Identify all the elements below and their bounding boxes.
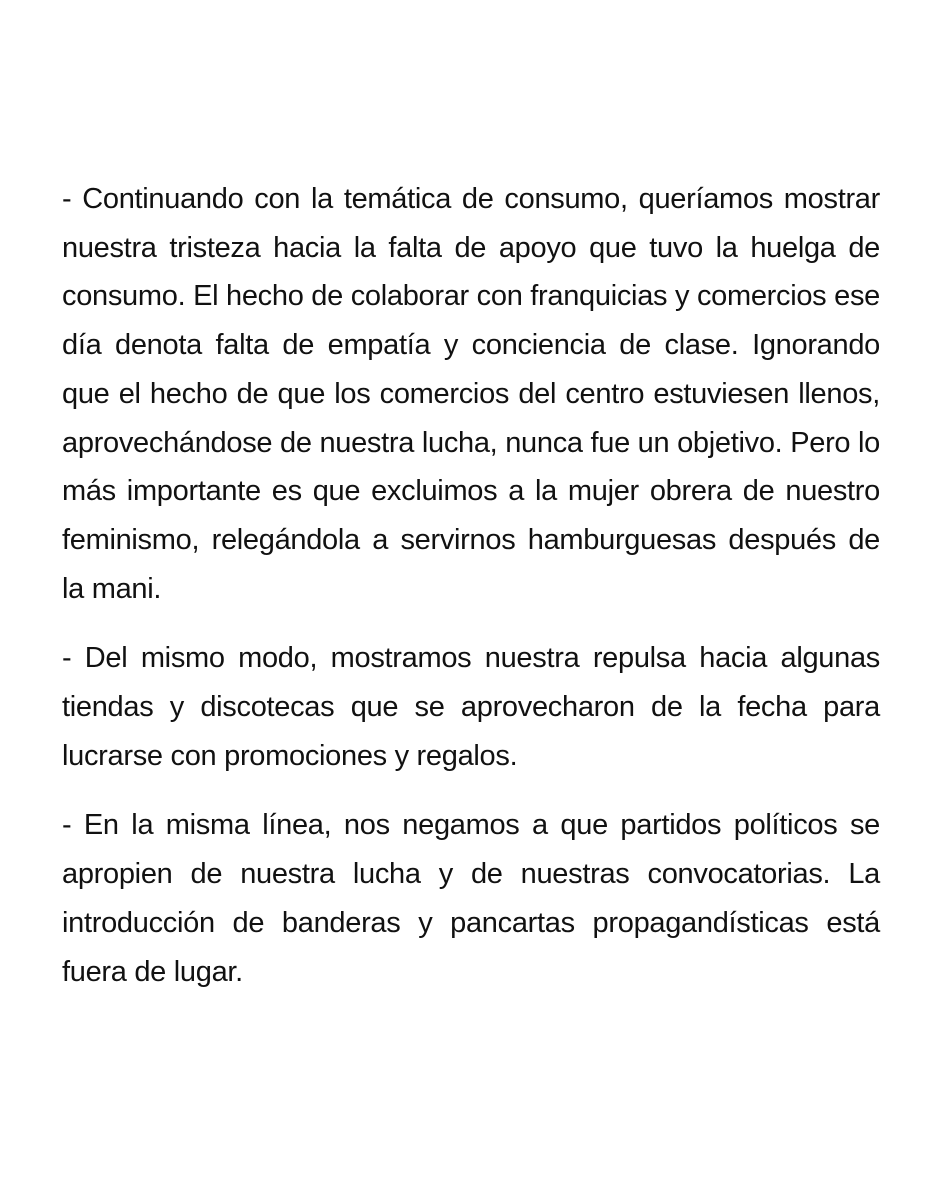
paragraph-tiendas: - Del mismo modo, mostramos nuestra repulsa hacia algunas tiendas y discotecas que se aprovecharon de la fecha para lucrarse con promociones y regalos. — [62, 642, 880, 772]
paragraph-consumo: - Continuando con la temática de consumo, queríamos mostrar nuestra tristeza hacia la falta de apoyo que tuvo la huelga de consumo. El hecho de colaborar con franquicias y comercios ese día denota falta de empatía y conciencia de clase. Ignorando que el hecho de que los comercios del centro estuviesen llenos, aprovechándose de nuestra lucha, nunca fue un objetivo. Pero lo más importante es que excluimos a la mujer obrera de nuestro feminismo, relegándola a servirnos hamburguesas después de la mani. — [62, 183, 880, 605]
paragraph-partidos: - En la misma línea, nos negamos a que partidos políticos se apropien de nuestra lucha y de nuestras convocatorias. La introducción de banderas y pancartas propagandísticas está fuera de lugar. — [62, 809, 880, 988]
document-body — [62, 175, 880, 1017]
